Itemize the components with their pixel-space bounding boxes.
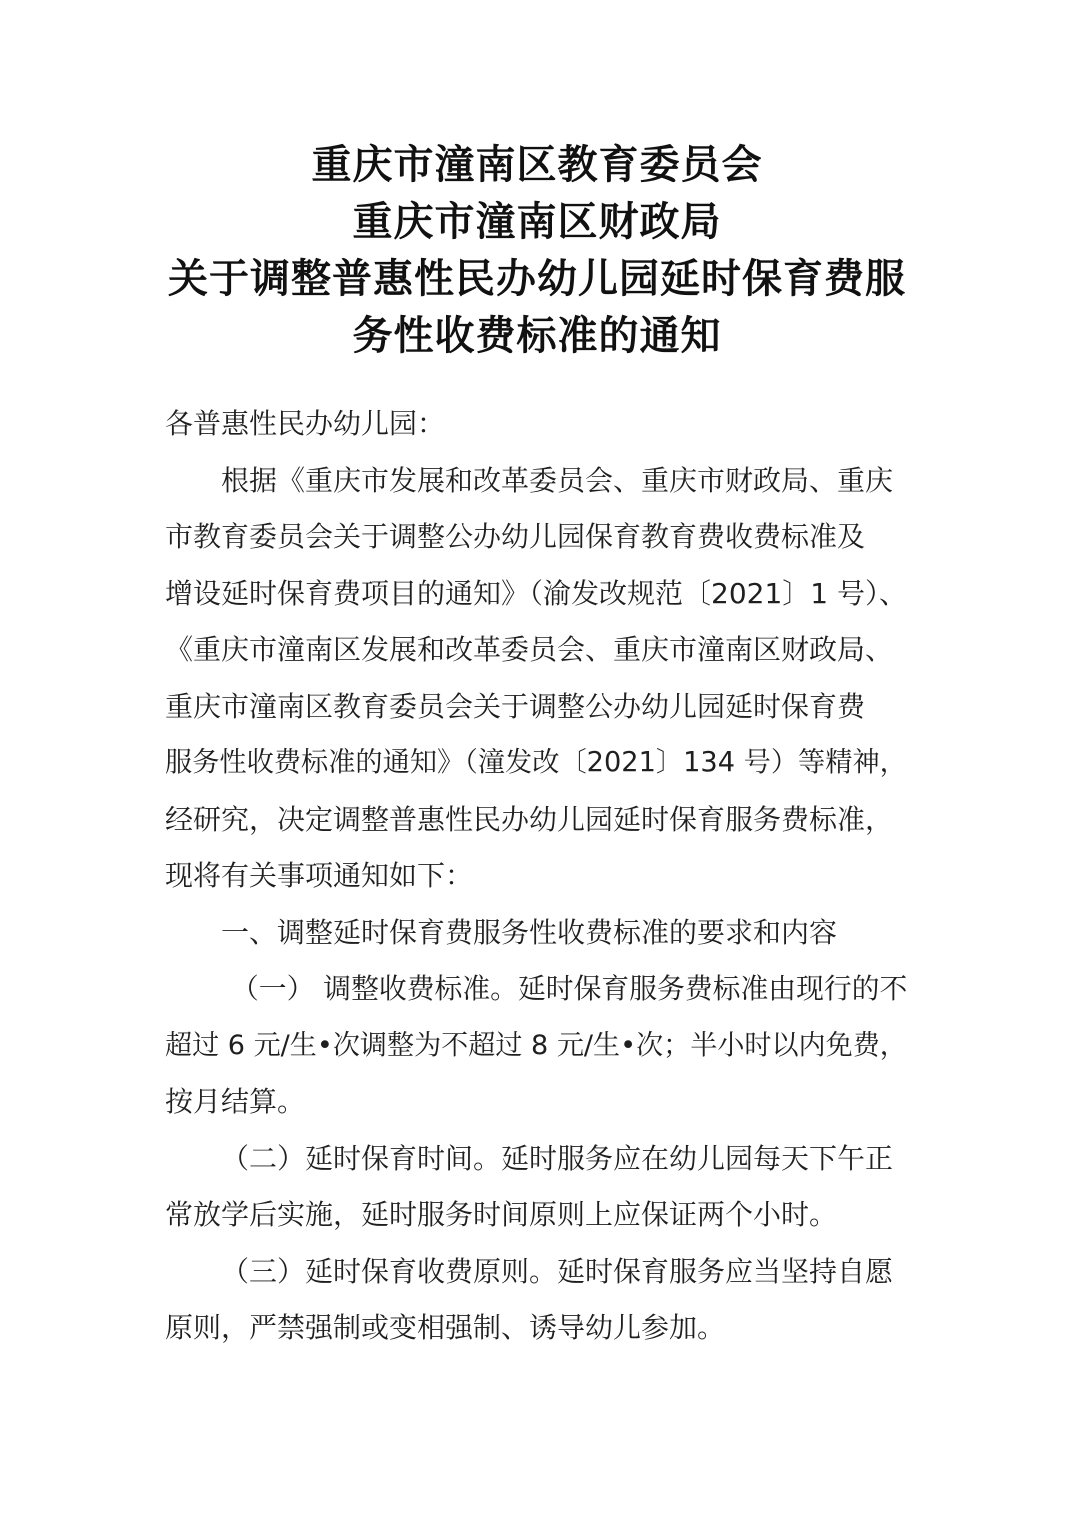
paragraph-line: 现将有关事项通知如下： bbox=[165, 859, 474, 892]
item-line: （二）延时保育时间。延时服务应在幼儿园每天下午正 bbox=[221, 1141, 894, 1175]
title-line: 务性收费标准的通知 bbox=[352, 312, 722, 359]
salutation-text: 各普惠性民办幼儿园： bbox=[165, 407, 446, 440]
document-title bbox=[0, 136, 1074, 364]
paragraph-line: 根据《重庆市发展和改革委员会、重庆市财政局、重庆 bbox=[221, 463, 894, 497]
item-line: （一） 调整收费标准。延时保育服务费标准由现行的不 bbox=[231, 972, 908, 1005]
title-line: 重庆市潼南区财政局 bbox=[352, 198, 722, 245]
item-care-time bbox=[165, 1131, 911, 1244]
paragraph-line: 重庆市潼南区教育委员会关于调整公办幼儿园延时保育费 bbox=[165, 689, 866, 723]
paragraph-line: 经研究，决定调整普惠性民办幼儿园延时保育服务费标准， bbox=[165, 802, 894, 836]
paragraph-line: 市教育委员会关于调整公办幼儿园保育教育费收费标准及 bbox=[165, 520, 866, 553]
item-line: 原则，严禁强制或变相强制、诱导幼儿参加。 bbox=[165, 1311, 726, 1344]
item-fee-standard bbox=[165, 961, 911, 1131]
item-line: 按月结算。 bbox=[165, 1085, 306, 1118]
paragraph-basis bbox=[165, 453, 911, 905]
section-heading bbox=[165, 905, 911, 962]
salutation bbox=[165, 396, 911, 453]
title-line: 关于调整普惠性民办幼儿园延时保育费服 bbox=[168, 255, 906, 302]
paragraph-line: 服务性收费标准的通知》（潼发改〔2021〕134 号）等精神， bbox=[165, 747, 907, 778]
item-line: 常放学后实施，延时服务时间原则上应保证两个小时。 bbox=[165, 1198, 838, 1231]
paragraph-line: 增设延时保育费项目的通知》（渝发改规范〔2021〕1 号）、 bbox=[165, 576, 907, 610]
section-heading-text: 一、调整延时保育费服务性收费标准的要求和内容 bbox=[221, 915, 838, 949]
item-fee-principle bbox=[165, 1244, 911, 1357]
title-line: 重庆市潼南区教育委员会 bbox=[311, 141, 763, 188]
paragraph-line: 《重庆市潼南区发展和改革委员会、重庆市潼南区财政局、 bbox=[165, 633, 894, 666]
item-line: 超过 6 元/生•次调整为不超过 8 元/生•次；半小时以内免费， bbox=[165, 1029, 907, 1061]
item-line: （三）延时保育收费原则。延时保育服务应当坚持自愿 bbox=[221, 1254, 894, 1288]
document-body bbox=[165, 396, 911, 1357]
